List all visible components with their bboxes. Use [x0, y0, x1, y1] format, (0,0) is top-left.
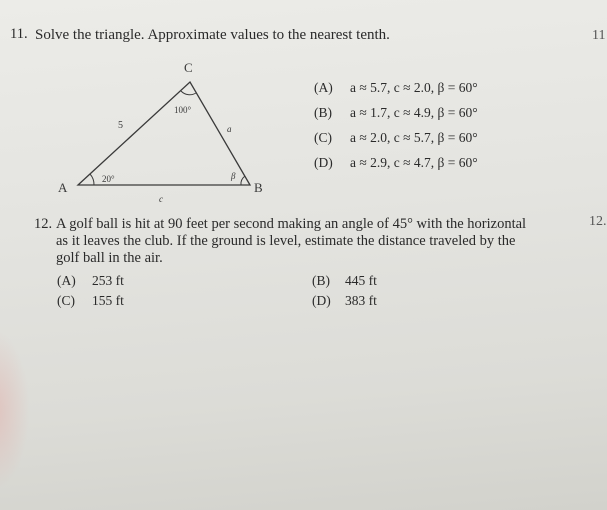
- angle-a-label: 20°: [102, 174, 115, 184]
- side-a-label: a: [227, 124, 232, 134]
- q12-choice-c-letter: (C): [57, 293, 75, 308]
- q11-choice-b-text: a ≈ 1.7, c ≈ 4.9, β = 60°: [350, 105, 478, 120]
- q12-choice-d-letter: (D): [312, 293, 331, 308]
- q11-choice-d-text: a ≈ 2.9, c ≈ 4.7, β = 60°: [350, 155, 478, 170]
- angle-arc-b: [241, 176, 245, 185]
- q11-choice-c-text: a ≈ 2.0, c ≈ 5.7, β = 60°: [350, 130, 478, 145]
- q12-choice-d-text: 383 ft: [345, 293, 377, 308]
- q12-choice-b-letter: (B): [312, 273, 330, 288]
- q12-line-1: A golf ball is hit at 90 feet per second making an angle of 45° with the horizontal: [56, 216, 527, 232]
- q11-number: 11.: [10, 26, 28, 42]
- q11-choice-a-letter: (A): [314, 80, 333, 95]
- angle-c-label: 100°: [174, 105, 192, 115]
- q12-choice-a-text: 253 ft: [92, 273, 124, 288]
- q12-margin-number: 12.: [589, 214, 607, 229]
- q12-line-3: golf ball in the air.: [56, 250, 163, 266]
- q11-choice-d-letter: (D): [314, 155, 333, 170]
- angle-arc-c: [181, 91, 196, 95]
- side-b-length: 5: [118, 120, 123, 131]
- triangle-diagram: [50, 58, 280, 208]
- q12-number: 12.: [34, 216, 53, 232]
- q11-margin-number: 11: [592, 28, 606, 43]
- vertex-b-label: B: [254, 180, 263, 195]
- q11-choice-c-letter: (C): [314, 130, 332, 145]
- angle-b-label: β: [231, 171, 236, 181]
- vertex-a-label: A: [58, 180, 68, 195]
- q11-choice-b-letter: (B): [314, 105, 332, 120]
- q12-line-2: as it leaves the club. If the ground is level, estimate the distance traveled by the: [56, 233, 516, 249]
- vertex-c-label: C: [184, 60, 193, 75]
- q12-choice-b-text: 445 ft: [345, 273, 377, 288]
- angle-arc-a: [90, 174, 94, 185]
- paper-smudge: [0, 330, 30, 490]
- q12-choice-c-text: 155 ft: [92, 293, 124, 308]
- q11-choice-a-text: a ≈ 5.7, c ≈ 2.0, β = 60°: [350, 80, 478, 95]
- triangle-shape: [78, 82, 250, 185]
- q11-prompt: Solve the triangle. Approximate values to the nearest tenth.: [35, 27, 390, 43]
- q12-choice-a-letter: (A): [57, 273, 76, 288]
- side-c-label: c: [159, 194, 163, 204]
